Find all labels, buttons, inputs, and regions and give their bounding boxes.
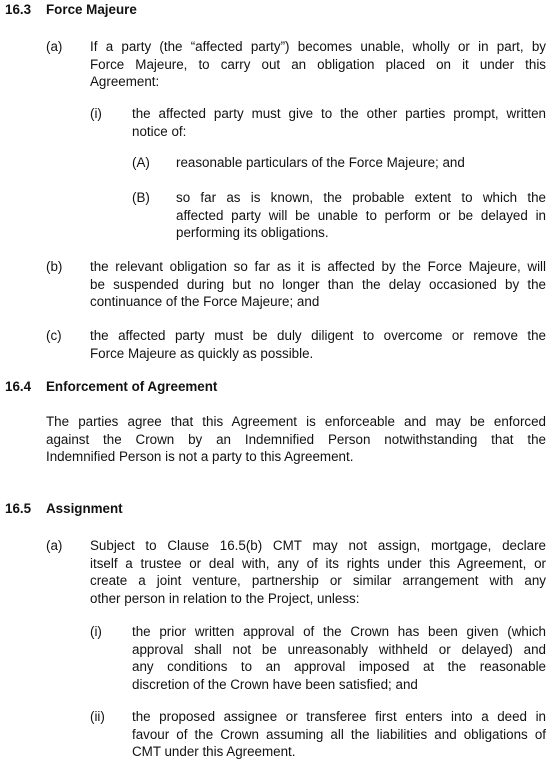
clause-16-3-a-i-B-text: so far as is known, the probable extent to which the affected party will be unable to perform or be delayed in performing its obligations. [176,190,546,241]
clause-16-5-a-ii-text: the proposed assignee or transferee first enters into a deed in favour of the Crown assuming all the liabilities and obligations of CMT under this Agreement. [132,709,546,760]
section-16-3-title: Force Majeure [46,2,137,17]
clause-16-3-c-label: (c) [46,328,62,343]
clause-16-3-a-text: If a party (the “affected party”) becomes unable, wholly or in part, by Force Majeure, to carry out an obligation placed on it under this Agreement: [90,39,546,90]
section-16-5-number: 16.5 [5,501,32,516]
clause-16-5-a-i-text: the prior written approval of the Crown has been given (which approval shall not be unreasonably withheld or delayed) and any conditions to an approval imposed at the reasonable discretion of the Crown have been satisfied; and [132,624,546,692]
clause-16-5-a-label: (a) [46,538,63,553]
clause-16-3-a-i-label: (i) [90,106,102,121]
clause-16-3-c-text: the affected party must be duly diligent to overcome or remove the Force Majeure as quickly as possible. [90,328,546,361]
clause-16-3-a-i-A-label: (A) [132,155,150,170]
clause-16-5-a-i-label: (i) [90,624,102,639]
clause-16-3-a-i-B-label: (B) [132,190,150,205]
clause-16-5-a-text: Subject to Clause 16.5(b) CMT may not assign, mortgage, declare itself a trustee or deal with, any of its rights under this Agreement, or create a joint venture, partnership or similar arrangement with any other person in relation to the Project, unless: [90,538,546,606]
section-16-4-number: 16.4 [5,379,32,394]
section-16-4-text: The parties agree that this Agreement is enforceable and may be enforced against the Crown by an Indemnified Person notwithstanding that the Indemnified Person is not a party to this Agreement. [46,414,546,465]
clause-16-3-a-label: (a) [46,39,63,54]
section-16-5-title: Assignment [46,501,123,516]
clause-16-3-b-label: (b) [46,259,63,274]
clause-16-3-b-text: the relevant obligation so far as it is affected by the Force Majeure, will be suspended during but no longer than the delay occasioned by the continuance of the Force Majeure; and [90,259,546,310]
clause-16-3-a-i-A-text: reasonable particulars of the Force Majeure; and [176,155,465,170]
clause-16-5-a-ii-label: (ii) [90,709,105,724]
clause-16-3-a-i-text: the affected party must give to the other parties prompt, written notice of: [132,106,546,139]
section-16-3-number: 16.3 [5,2,32,17]
section-16-4-title: Enforcement of Agreement [46,379,218,394]
